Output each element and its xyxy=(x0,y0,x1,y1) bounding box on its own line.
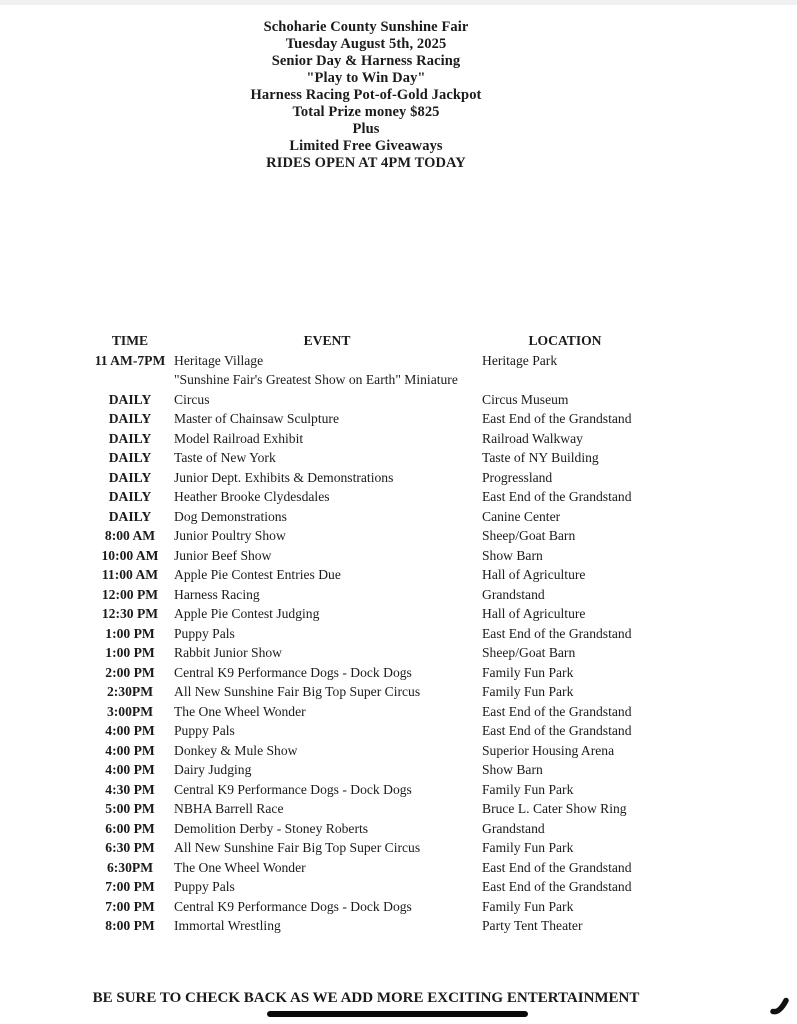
event-location: Taste of NY Building xyxy=(482,450,599,465)
event-location: Railroad Walkway xyxy=(482,430,583,446)
event-time: 1:00 PM xyxy=(105,625,155,641)
event-name: Puppy Pals xyxy=(174,625,235,641)
event-name: The One Wheel Wonder xyxy=(174,859,306,875)
schedule-row xyxy=(88,858,648,878)
event-name: Puppy Pals xyxy=(174,879,235,894)
footer-note: BE SURE TO CHECK BACK AS WE ADD MORE EXCITING ENTERTAINMENT xyxy=(92,990,640,1006)
event-time: 8:00 AM xyxy=(104,528,156,543)
title-line: Tuesday August 5th, 2025 xyxy=(285,36,447,52)
schedule-row xyxy=(88,780,648,800)
event-name: Taste of New York xyxy=(174,450,276,465)
event-location: Party Tent Theater xyxy=(482,918,583,933)
event-location: Grandstand xyxy=(482,586,545,602)
schedule-row xyxy=(88,682,648,702)
event-location: Family Fun Park xyxy=(482,781,574,797)
event-name: Immortal Wrestling xyxy=(174,918,281,933)
schedule-row xyxy=(88,604,648,624)
schedule-row xyxy=(88,721,648,741)
event-name: The One Wheel Wonder xyxy=(174,703,306,719)
event-time: DAILY xyxy=(108,469,152,485)
schedule-header-row xyxy=(88,331,648,351)
schedule-row xyxy=(88,585,648,605)
schedule-row xyxy=(88,877,648,897)
event-name: Junior Beef Show xyxy=(174,547,272,563)
schedule-body xyxy=(88,351,648,936)
column-header-time: TIME xyxy=(111,333,149,348)
schedule-row xyxy=(88,487,648,507)
event-name: Heather Brooke Clydesdales xyxy=(174,489,330,504)
event-time: 12:30 PM xyxy=(101,606,159,621)
event-location: Canine Center xyxy=(482,508,561,524)
event-time: DAILY xyxy=(108,508,152,524)
column-header-location: LOCATION xyxy=(528,333,602,348)
event-location: Sheep/Goat Barn xyxy=(482,645,576,660)
event-time: 4:30 PM xyxy=(105,781,155,797)
event-name: Central K9 Performance Dogs - Dock Dogs xyxy=(174,898,412,914)
event-name: Puppy Pals xyxy=(174,723,235,738)
event-name: Junior Poultry Show xyxy=(174,528,286,543)
event-name: Central K9 Performance Dogs - Dock Dogs xyxy=(174,664,412,680)
schedule-row xyxy=(88,370,648,409)
event-time: DAILY xyxy=(108,450,152,465)
event-location: Grandstand xyxy=(482,820,545,836)
event-location: East End of the Grandstand xyxy=(482,879,632,894)
event-time: 2:00 PM xyxy=(105,664,155,680)
event-name: Dog Demonstrations xyxy=(174,508,287,524)
event-time: 6:00 PM xyxy=(105,820,155,836)
corner-crescent-mark xyxy=(770,996,792,1016)
event-name: Apple Pie Contest Judging xyxy=(174,606,320,621)
schedule-row xyxy=(88,565,648,585)
title-line: Senior Day & Harness Racing xyxy=(271,53,461,69)
event-time: 4:00 PM xyxy=(105,723,155,738)
schedule-row xyxy=(88,468,648,488)
event-location: East End of the Grandstand xyxy=(482,703,632,719)
event-time: DAILY xyxy=(108,411,152,426)
event-name: Rabbit Junior Show xyxy=(174,645,282,660)
event-time: 5:00 PM xyxy=(105,801,155,816)
event-time: DAILY xyxy=(108,391,152,407)
event-location: Show Barn xyxy=(482,762,543,777)
title-line: Total Prize money $825 xyxy=(292,104,440,120)
schedule-row xyxy=(88,916,648,936)
event-name: Apple Pie Contest Entries Due xyxy=(174,567,341,582)
event-location: Show Barn xyxy=(482,547,543,563)
event-location: Superior Housing Arena xyxy=(482,742,615,758)
schedule-row xyxy=(88,409,648,429)
event-location: Family Fun Park xyxy=(482,684,574,699)
event-name: Dairy Judging xyxy=(174,762,252,777)
event-location: Hall of Agriculture xyxy=(482,567,586,582)
event-name: Junior Dept. Exhibits & Demonstrations xyxy=(174,469,394,485)
schedule-row xyxy=(88,507,648,527)
schedule-row xyxy=(88,897,648,917)
schedule-row xyxy=(88,663,648,683)
schedule-row xyxy=(88,799,648,819)
event-location: Hall of Agriculture xyxy=(482,606,586,621)
event-name: Harness Racing xyxy=(174,586,260,602)
schedule-row xyxy=(88,838,648,858)
event-location: East End of the Grandstand xyxy=(482,625,632,641)
schedule-row xyxy=(88,760,648,780)
event-name: Central K9 Performance Dogs - Dock Dogs xyxy=(174,781,412,797)
event-location: Family Fun Park xyxy=(482,898,574,914)
event-name: "Sunshine Fair's Greatest Show on Earth" Miniature Circus xyxy=(174,372,458,407)
event-location: Sheep/Goat Barn xyxy=(482,528,576,543)
schedule-row xyxy=(88,526,648,546)
title-line: Harness Racing Pot-of-Gold Jackpot xyxy=(250,87,482,103)
schedule-row xyxy=(88,819,648,839)
event-time: DAILY xyxy=(108,430,152,446)
schedule-row xyxy=(88,624,648,644)
event-time: 2:30PM xyxy=(106,684,154,699)
event-location: Family Fun Park xyxy=(482,840,574,855)
event-name: Master of Chainsaw Sculpture xyxy=(174,411,339,426)
event-time: 11:00 AM xyxy=(101,567,159,582)
event-time: 6:30 PM xyxy=(105,840,155,855)
event-time: 7:00 PM xyxy=(105,879,155,894)
page-top-edge xyxy=(0,0,797,5)
schedule-row xyxy=(88,643,648,663)
event-name: Heritage Village xyxy=(174,352,264,368)
event-time: DAILY xyxy=(108,489,152,504)
event-location: East End of the Grandstand xyxy=(482,411,632,426)
schedule-row xyxy=(88,351,648,371)
event-time: 7:00 PM xyxy=(105,898,155,914)
event-location: Bruce L. Cater Show Ring xyxy=(482,801,627,816)
event-time: 11 AM-7PM xyxy=(94,352,166,368)
event-name: All New Sunshine Fair Big Top Super Circus xyxy=(174,684,421,699)
schedule-row xyxy=(88,702,648,722)
title-line: Schoharie County Sunshine Fair xyxy=(263,19,469,35)
event-location: East End of the Grandstand xyxy=(482,859,632,875)
event-time: 1:00 PM xyxy=(105,645,155,660)
title-line: RIDES OPEN AT 4PM TODAY xyxy=(266,155,466,171)
footer-underline-bar xyxy=(267,1011,528,1017)
schedule-row xyxy=(88,741,648,761)
event-time: 12:00 PM xyxy=(101,586,159,602)
event-name: Donkey & Mule Show xyxy=(174,742,298,758)
event-location: Circus Museum xyxy=(482,391,569,407)
title-line: Limited Free Giveaways xyxy=(289,138,443,154)
event-name: Model Railroad Exhibit xyxy=(174,430,304,446)
schedule-row xyxy=(88,546,648,566)
event-time: 4:00 PM xyxy=(105,742,155,758)
schedule-table xyxy=(88,331,648,936)
event-time: 3:00PM xyxy=(106,703,154,719)
event-time: 10:00 AM xyxy=(101,547,159,563)
title-block xyxy=(0,19,732,172)
event-location: Progressland xyxy=(482,469,553,485)
event-location: East End of the Grandstand xyxy=(482,723,632,738)
title-line: "Play to Win Day" xyxy=(306,70,426,86)
event-time: 8:00 PM xyxy=(105,918,155,933)
title-line: Plus xyxy=(352,121,380,137)
schedule-row xyxy=(88,448,648,468)
event-location: Family Fun Park xyxy=(482,664,574,680)
event-name: All New Sunshine Fair Big Top Super Circus xyxy=(174,840,421,855)
event-name: Demolition Derby - Stoney Roberts xyxy=(174,820,369,836)
event-name: NBHA Barrell Race xyxy=(174,801,284,816)
event-location: Heritage Park xyxy=(482,352,558,368)
event-time: 4:00 PM xyxy=(105,762,155,777)
schedule-row xyxy=(88,429,648,449)
event-time: 6:30PM xyxy=(106,859,154,875)
event-location: East End of the Grandstand xyxy=(482,489,632,504)
column-header-event: EVENT xyxy=(303,333,351,348)
